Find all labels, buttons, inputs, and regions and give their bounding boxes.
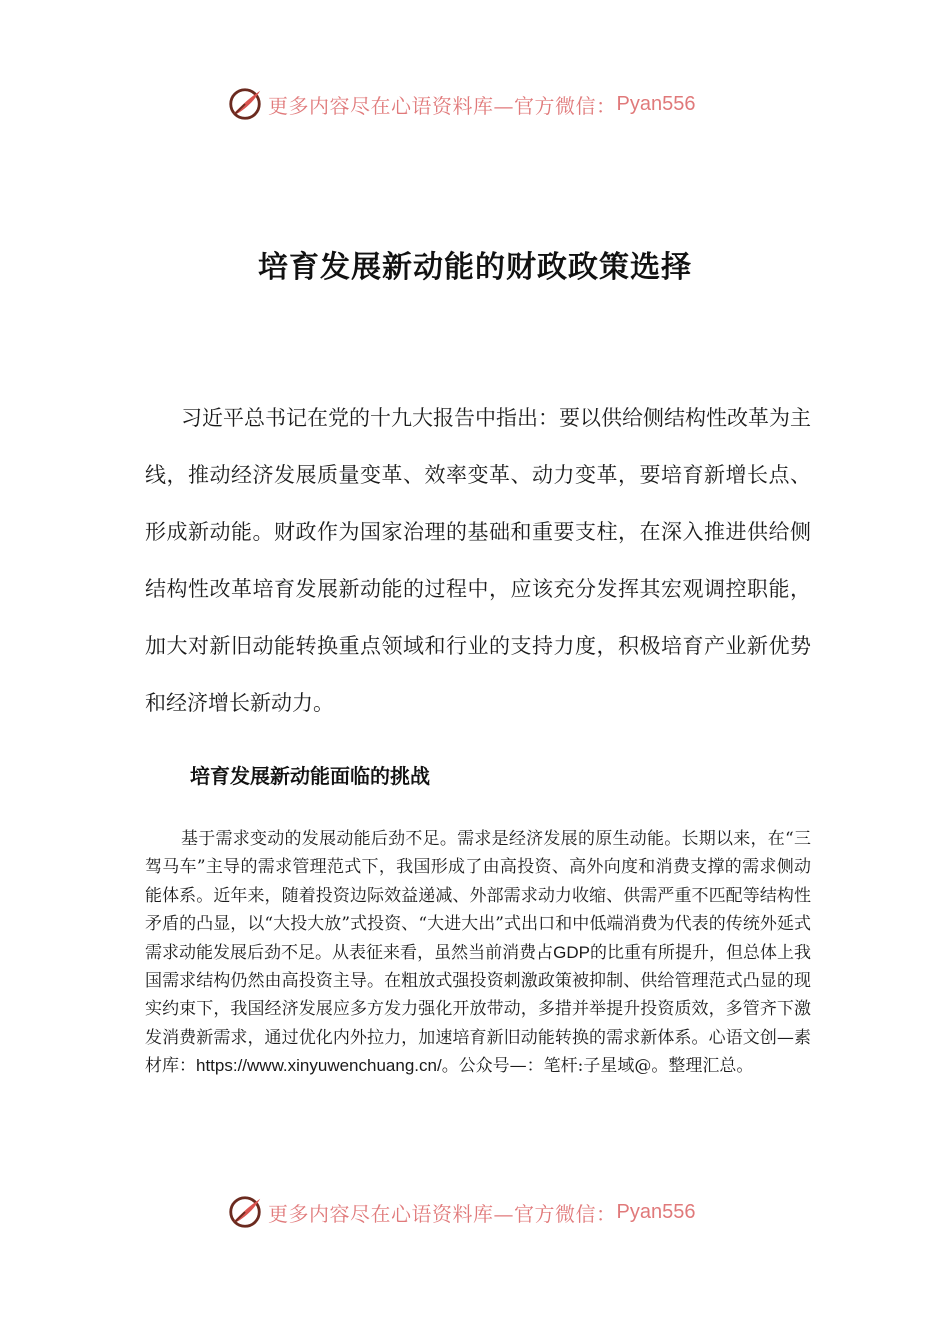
- banner-wechat-id: Pyan556: [616, 92, 696, 115]
- paragraph-text-part1: 基于需求变动的发展动能后劲不足。需求是经济发展的原生动能。长期以来，在“三驾马车”主导的需求管理范式下，我国形成了由高投资、高外向度和消费支撑的需求侧动能体系。近年来，随着投资边际效益递减、外部需求动力收缩、供需严重不匹配等结构性矛盾的凸显，以“大投大放”式投资、“大进大出”式出口和中低端消费为代表的传统外延式需求动能发展后劲不足。从表征来看，虽然当前消费占: [145, 829, 811, 963]
- section-heading: 培育发展新动能面临的挑战: [190, 764, 430, 788]
- banner-text: 更多内容尽在心语资料库—官方微信：: [268, 93, 617, 118]
- header-banner: [226, 82, 695, 126]
- quill-logo-icon: [226, 85, 264, 123]
- intro-paragraph: 习近平总书记在党的十九大报告中指出：要以供给侧结构性改革为主线，推动经济发展质量变革、效率变革、动力变革，要培育新增长点、形成新动能。财政作为国家治理的基础和重要支柱，在深入推进供给侧结构性改革培育发展新动能的过程中，应该充分发挥其宏观调控职能，加大对新旧动能转换重点领域和行业的支持力度，积极培育产业新优势和经济增长新动力。: [145, 406, 811, 715]
- source-url: https://www.xinyuwenchuang.cn/: [196, 1056, 442, 1076]
- banner-text: 更多内容尽在心语资料库—官方微信：: [268, 1201, 617, 1226]
- banner-wechat-id: Pyan556: [616, 1200, 696, 1223]
- page-title: 培育发展新动能的财政政策选择: [258, 250, 692, 285]
- footer-banner: [226, 1190, 695, 1234]
- section-paragraph: [145, 825, 811, 1081]
- paragraph-text-part2: 的比重有所提升，但总体上我国需求结构仍然由高投资主导。在粗放式强投资刺激政策被抑制、供给管理范式凸显的现实约束下，我国经济发展应多方发力强化开放带动，多措并举提升投资质效，多管齐下激发消费新需求，通过优化内外拉力，加速培育新旧动能转换的需求新体系。心语文创—素材库：: [145, 942, 812, 1077]
- gdp-term: GDP: [553, 942, 590, 962]
- paragraph-text-part3: 。公众号—：笔杆:子星域@。整理汇总。: [441, 1056, 754, 1077]
- quill-logo-icon: [226, 1193, 264, 1231]
